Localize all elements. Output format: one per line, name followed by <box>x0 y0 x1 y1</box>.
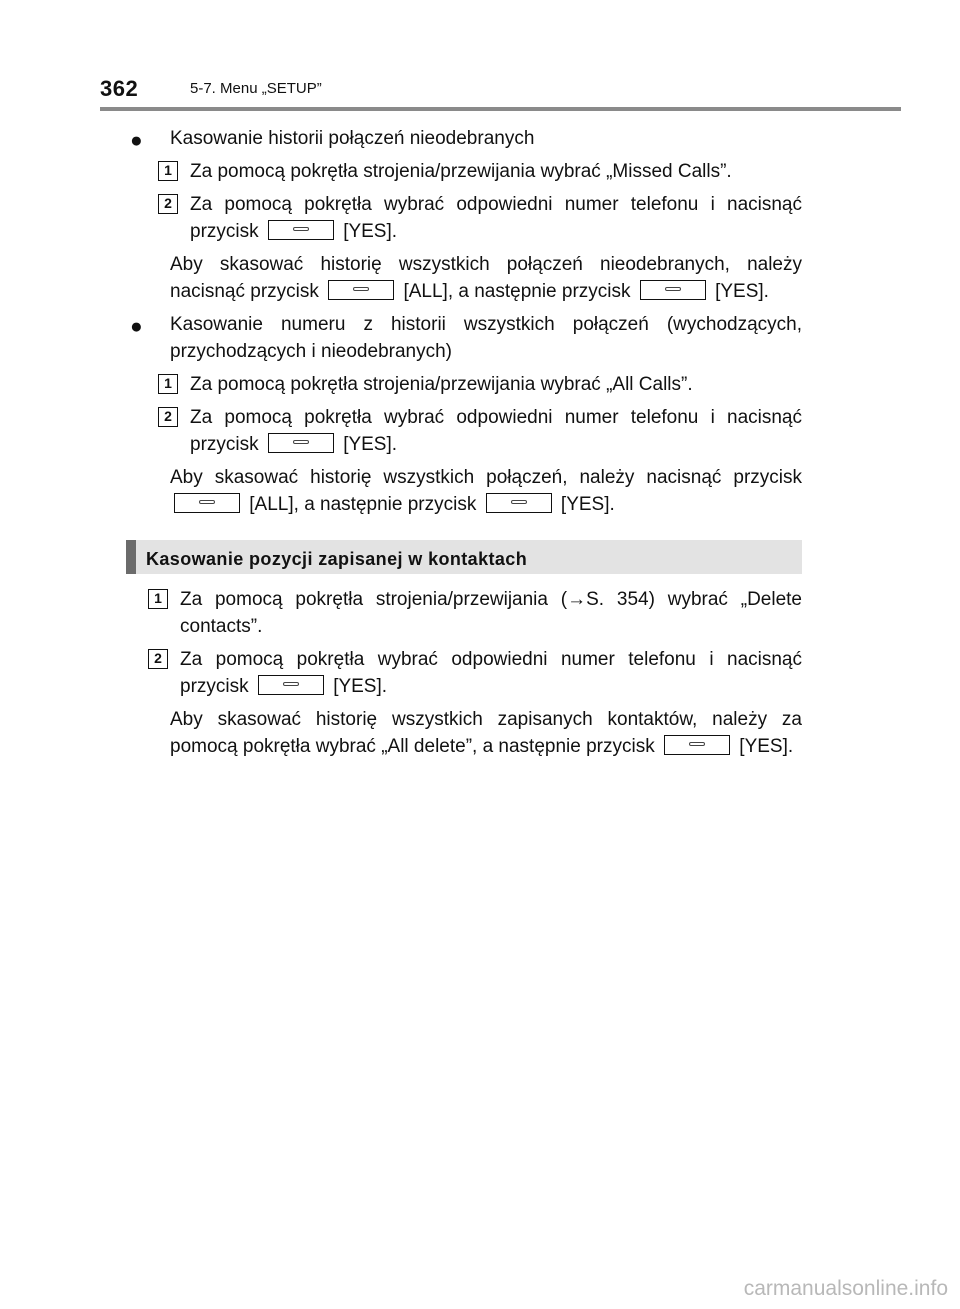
note-text: Aby skasować historię wszystkich połączeń nieodebranych, należy nacisnąć przycisk <box>170 254 802 302</box>
step-number-badge: 2 <box>158 194 178 214</box>
page-content <box>130 125 802 766</box>
step-missed-2 <box>130 191 802 245</box>
note-text-end: [YES]. <box>739 736 794 757</box>
yes-key-icon <box>664 735 730 755</box>
all-key-icon <box>174 493 240 513</box>
step-text: Za pomocą pokrętła wybrać odpowiedni numer telefonu i nacisnąć przycisk <box>180 649 802 697</box>
chapter-title: 5-7. Menu „SETUP” <box>190 80 322 97</box>
step-missed-1 <box>130 158 802 185</box>
note-missed <box>130 251 802 305</box>
step-text-end: [YES]. <box>343 221 398 242</box>
step-text-end: [YES]. <box>343 434 398 455</box>
step-all-1 <box>130 371 802 398</box>
note-all-calls <box>130 464 802 518</box>
section-heading-text: Kasowanie pozycji zapisanej w kontaktach <box>146 549 528 569</box>
bullet-missed-calls <box>130 125 802 152</box>
step-text: Za pomocą pokrętła strojenia/przewijania wybrać „All Calls”. <box>190 374 693 395</box>
note-text-end: [YES]. <box>715 281 769 302</box>
bullet-text: Kasowanie historii połączeń nieodebranych <box>170 128 535 149</box>
step-number-badge: 2 <box>158 407 178 427</box>
step-contacts-2 <box>130 646 802 700</box>
page-header <box>100 74 900 110</box>
yes-key-icon <box>486 493 552 513</box>
step-text: Za pomocą pokrętła strojenia/przewijania wybrać „Missed Calls”. <box>190 161 732 182</box>
yes-key-icon <box>258 675 324 695</box>
note-text-middle: [ALL], a następnie przycisk <box>403 281 631 302</box>
step-text-end: [YES]. <box>333 676 388 697</box>
note-text: Aby skasować historię wszystkich zapisanych kontaktów, należy za pomocą pokrętła wybrać „All delete”, a następnie przycisk <box>170 709 802 757</box>
page-number: 362 <box>100 76 139 101</box>
note-contacts <box>130 706 802 760</box>
watermark-text: carmanualsonline.info <box>743 1277 948 1300</box>
step-contacts-1 <box>130 586 802 640</box>
step-text: Za pomocą pokrętła wybrać odpowiedni numer telefonu i nacisnąć przycisk <box>190 407 802 455</box>
note-text: Aby skasować historię wszystkich połączeń, należy nacisnąć przycisk <box>170 467 802 488</box>
step-all-2 <box>130 404 802 458</box>
bullet-icon: ● <box>130 315 143 338</box>
note-text-end: [YES]. <box>560 494 615 515</box>
yes-key-icon <box>268 433 334 453</box>
step-text: Za pomocą pokrętła wybrać odpowiedni numer telefonu i nacisnąć przycisk <box>190 194 802 242</box>
step-number-badge: 1 <box>148 589 168 609</box>
section-heading-contacts <box>126 540 802 574</box>
yes-key-icon <box>640 280 706 300</box>
bullet-text: Kasowanie numeru z historii wszystkich połączeń (wychodzących, przychodzących i nieodebranych) <box>170 314 802 362</box>
note-text-middle: [ALL], a następnie przycisk <box>249 494 477 515</box>
step-number-badge: 1 <box>158 374 178 394</box>
header-divider <box>100 107 901 111</box>
step-number-badge: 2 <box>148 649 168 669</box>
bullet-all-calls <box>130 311 802 365</box>
bullet-icon: ● <box>130 129 143 152</box>
all-key-icon <box>328 280 394 300</box>
step-text: Za pomocą pokrętła strojenia/przewijania (→S. 354) wybrać „Delete contacts”. <box>180 589 802 637</box>
step-number-badge: 1 <box>158 161 178 181</box>
yes-key-icon <box>268 220 334 240</box>
